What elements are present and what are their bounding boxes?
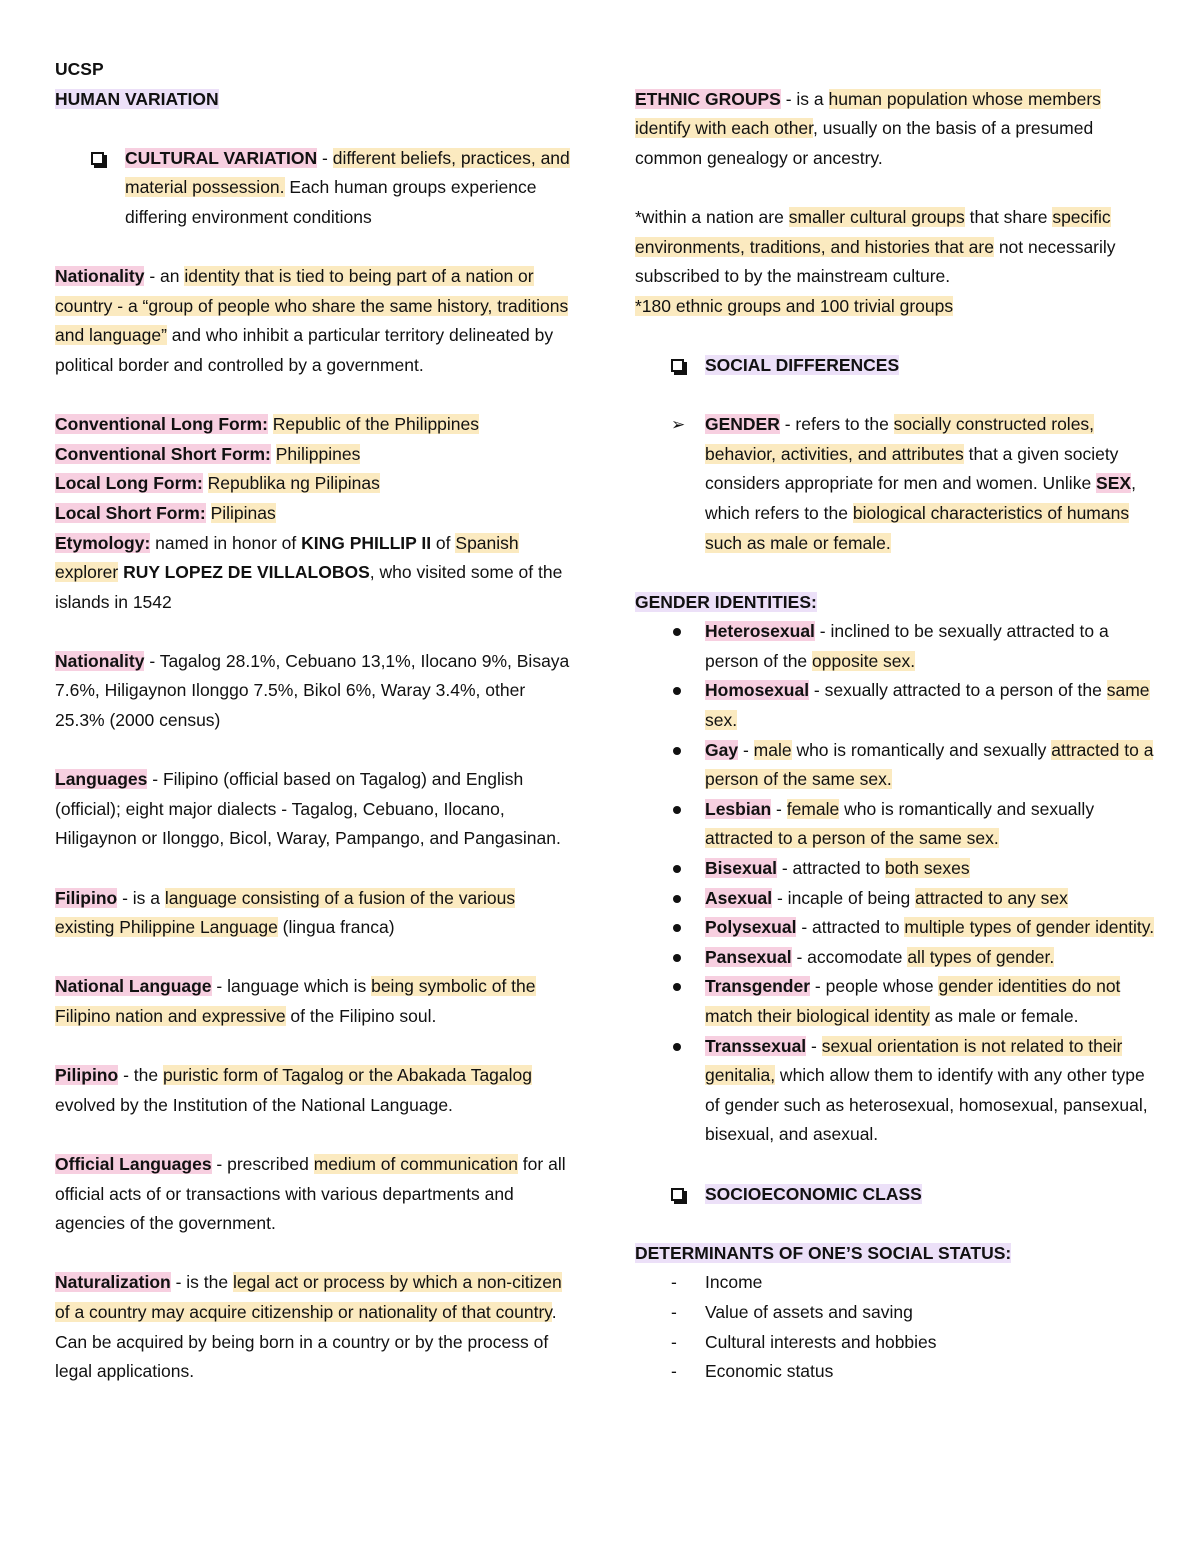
right-column — [635, 55, 1155, 1387]
bullet-icon — [673, 1043, 681, 1051]
list-item: Transsexual - sexual orientation is not related to their genitalia, which allow them to identify with any other type of gender such as heterosexual, homosexual, pansexual, bisexual, and asexual. — [635, 1032, 1155, 1150]
list-item: Polysexual - attracted to multiple types of gender identity. — [635, 913, 1155, 943]
determinants-list — [635, 1268, 1155, 1386]
left-column — [55, 55, 575, 1387]
ethnic-groups-definition: ETHNIC GROUPS - is a human population whose members identify with each other, usually on the basis of a presumed common genealogy or ancestry. — [635, 88, 1101, 168]
bullet-icon — [673, 687, 681, 695]
etymology: Etymology: named in honor of KING PHILLIP II of Spanish explorer RUY LOPEZ DE VILLALOBOS, who visited some of the islands in 1542 — [55, 532, 563, 612]
course-code: UCSP — [55, 59, 104, 79]
list-item: Asexual - incaple of being attracted to any sex — [635, 884, 1155, 914]
bullet-icon — [673, 865, 681, 873]
list-item: - Income — [635, 1268, 1155, 1298]
list-item: - Value of assets and saving — [635, 1298, 1155, 1328]
dash-bullet-icon: - — [671, 1272, 677, 1293]
conventional-long-form: Conventional Long Form: Republic of the Philippines — [55, 414, 480, 435]
page-title: HUMAN VARIATION — [55, 88, 219, 109]
gender-definition: ➢ GENDER - refers to the socially constructed roles, behavior, activities, and attributes that a given society considers appropriate for men and women. Unlike SEX, which refers to the biological characteristics of humans such as male or female. — [635, 410, 1155, 558]
list-item: Homosexual - sexually attracted to a person of the same sex. — [635, 676, 1155, 735]
languages: Languages - Filipino (official based on Tagalog) and English (official); eight major dialects - Tagalog, Cebuano, Ilocano, Hiligaynon or Ilonggo, Bicol, Waray, Pampango, and Pangasinan. — [55, 769, 561, 849]
checkbox-icon — [91, 152, 104, 165]
list-item: - Cultural interests and hobbies — [635, 1328, 1155, 1358]
dash-bullet-icon: - — [671, 1361, 677, 1382]
socioeconomic-class-heading: SOCIOECONOMIC CLASS — [635, 1180, 1155, 1210]
list-item: Pansexual - accomodate all types of gender. — [635, 943, 1155, 973]
list-item: Heterosexual - inclined to be sexually attracted to a person of the opposite sex. — [635, 617, 1155, 676]
nationality-census: Nationality - Tagalog 28.1%, Cebuano 13,1%, Ilocano 9%, Bisaya 7.6%, Hiligaynon Ilonggo 7.5%, Bikol 6%, Waray 3.4%, other 25.3% (2000 census) — [55, 650, 570, 731]
naturalization-definition: Naturalization - is the legal act or process by which a non-citizen of a country may acquire citizenship or nationality of that country. Can be acquired by being born in a country or by the process of legal applications. — [55, 1272, 562, 1382]
bullet-icon — [673, 954, 681, 962]
list-item: Transgender - people whose gender identities do not match their biological identity as male or female. — [635, 972, 1155, 1031]
list-item: Lesbian - female who is romantically and sexually attracted to a person of the same sex. — [635, 795, 1155, 854]
conventional-short-form: Conventional Short Form: Philippines — [55, 443, 361, 464]
gender-identities-title: GENDER IDENTITIES: — [635, 591, 817, 612]
national-language-definition: National Language - language which is being symbolic of the Filipino nation and expressive of the Filipino soul. — [55, 976, 536, 1026]
official-languages-definition: Official Languages - prescribed medium of communication for all official acts of or transactions with various departments and agencies of the government. — [55, 1153, 566, 1234]
nationality-definition: Nationality - an identity that is tied to being part of a nation or country - a “group of people who share the same history, traditions and language” and who inhibit a particular territory delineated by political border and controlled by a government. — [55, 266, 569, 375]
list-item: Gay - male who is romantically and sexually attracted to a person of the same sex. — [635, 736, 1155, 795]
bullet-icon — [673, 747, 681, 755]
local-short-form: Local Short Form: Pilipinas — [55, 502, 276, 523]
bullet-icon — [673, 895, 681, 903]
dash-bullet-icon: - — [671, 1301, 677, 1322]
gender-identities-list — [635, 617, 1155, 1150]
pilipino-definition: Pilipino - the puristic form of Tagalog or the Abakada Tagalog evolved by the Institution of the National Language. — [55, 1065, 532, 1115]
ethnic-count-note: *180 ethnic groups and 100 trivial groups — [635, 295, 954, 316]
dash-bullet-icon: - — [671, 1331, 677, 1352]
local-long-form: Local Long Form: Republika ng Pilipinas — [55, 473, 380, 494]
arrow-bullet-icon: ➢ — [671, 415, 686, 435]
bullet-icon — [673, 806, 681, 814]
filipino-definition: Filipino - is a language consisting of a fusion of the various existing Philippine Language (lingua franca) — [55, 887, 516, 938]
bullet-icon — [673, 924, 681, 932]
checkbox-icon — [671, 1188, 684, 1201]
social-differences-heading: SOCIAL DIFFERENCES — [635, 351, 1155, 381]
bullet-icon — [673, 628, 681, 636]
within-nation-note: *within a nation are smaller cultural groups that share specific environments, traditions, and histories that are not necessarily subscribed to by the mainstream culture. — [635, 206, 1116, 287]
determinants-title: DETERMINANTS OF ONE’S SOCIAL STATUS: — [635, 1242, 1012, 1263]
list-item: - Economic status — [635, 1357, 1155, 1387]
cultural-variation-item: CULTURAL VARIATION - different beliefs, practices, and material possession. Each human groups experience differing environment conditions — [55, 144, 575, 233]
bullet-icon — [673, 983, 681, 991]
list-item: Bisexual - attracted to both sexes — [635, 854, 1155, 884]
checkbox-icon — [671, 359, 684, 372]
